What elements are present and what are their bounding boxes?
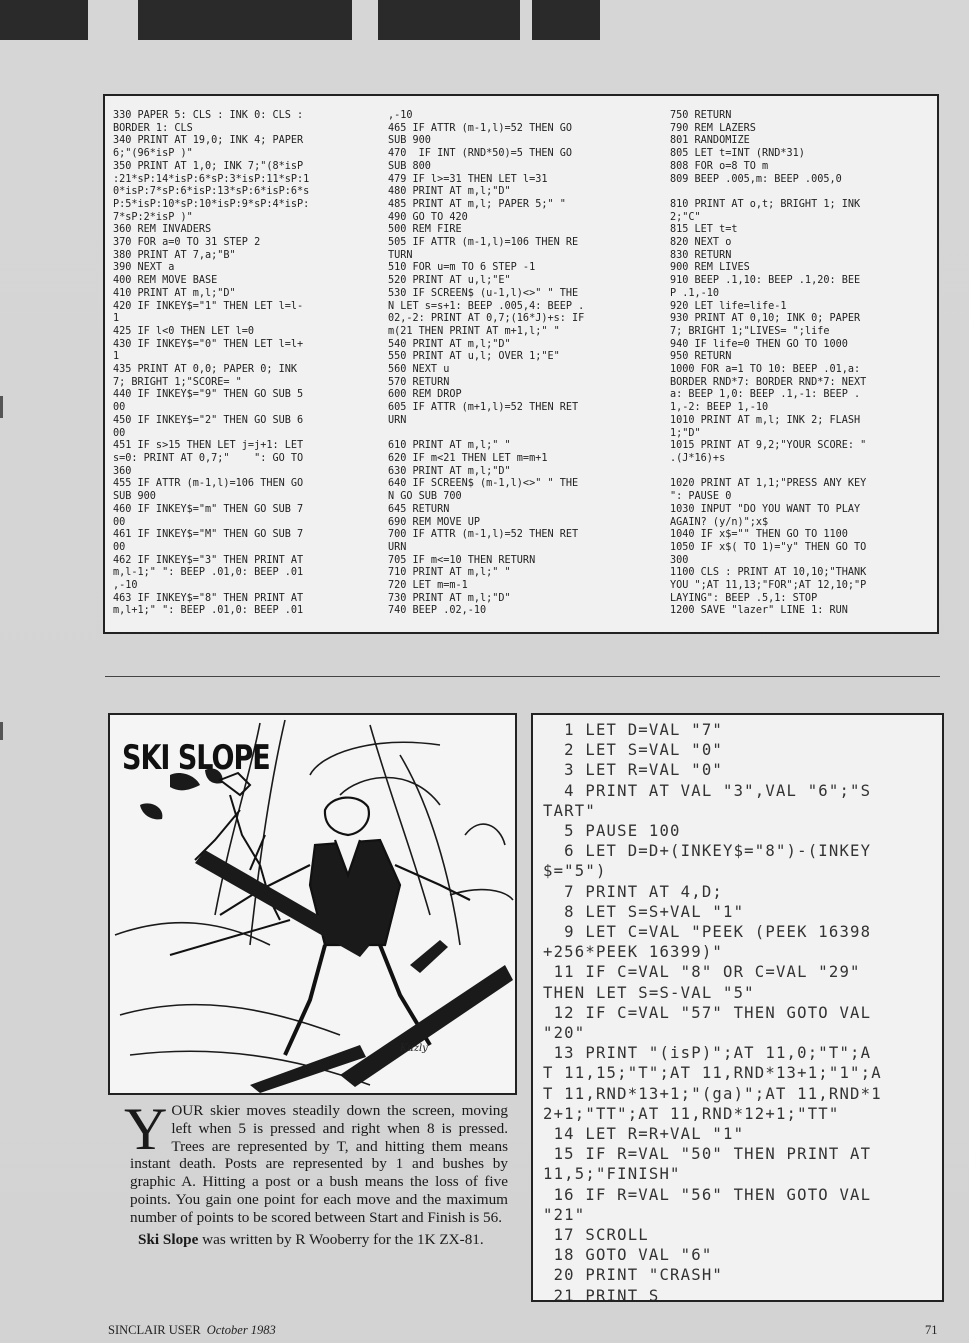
ski-slope-listing-panel — [531, 713, 944, 1302]
code-line: 1020 PRINT AT 1,1;"PRESS ANY KEY — [670, 478, 867, 490]
article-body: OUR skier moves steadily down the screen, moving left when 5 is pressed and right when 8 is pressed. Trees are represented by T, and hitting them means instant death. Posts are represented by 1 and bushes by graphic A. Hitting a post or a bush means the loss of five points. You gain one point for each move and the maximum number of points to be scored between Start and Finish is 56. — [130, 1102, 508, 1226]
code-line: 1;"D" — [670, 427, 701, 439]
code-line: ": PAUSE 0 — [670, 491, 732, 503]
code-line: 801 RANDOMIZE — [670, 135, 750, 147]
code-line: 479 IF l>=31 THEN LET l=31 — [388, 173, 548, 185]
code-line: 910 BEEP .1,10: BEEP .1,20: BEE — [670, 275, 861, 287]
listing-column-1 — [113, 110, 378, 618]
code-line: m,l-1;" ": BEEP .01,0: BEEP .01 — [113, 567, 304, 579]
binding-mark — [0, 722, 3, 740]
code-line: 820 NEXT o — [670, 237, 732, 249]
code-line: 950 RETURN — [670, 351, 732, 363]
code-line: 7; BRIGHT 1;"SCORE= " — [113, 376, 242, 388]
code-line: 645 RETURN — [388, 503, 450, 515]
issue-date: October 1983 — [206, 1323, 276, 1337]
artist-signature: Kuzly — [400, 1043, 428, 1054]
code-line: 630 PRINT AT m,l;"D" — [388, 465, 511, 477]
code-line: 540 PRINT AT m,l;"D" — [388, 338, 511, 350]
code-line: 4 PRINT AT VAL "3",VAL "6";"S — [543, 781, 872, 800]
code-line: 600 REM DROP — [388, 389, 462, 401]
code-line: 505 IF ATTR (m-1,l)=106 THEN RE — [388, 237, 579, 249]
code-line: m,l+1;" ": BEEP .01,0: BEEP .01 — [113, 605, 304, 617]
code-line: 400 REM MOVE BASE — [113, 275, 218, 287]
code-line: 460 IF INKEY$="m" THEN GO SUB 7 — [113, 503, 304, 515]
code-line: 640 IF SCREEN$ (m-1,l)<>" " THE — [388, 478, 579, 490]
listing-column-2 — [388, 110, 656, 618]
code-line: 00 — [113, 402, 126, 414]
code-line: 16 IF R=VAL "56" THEN GOTO VAL — [543, 1185, 872, 1204]
code-line: 14 LET R=R+VAL "1" — [543, 1125, 745, 1144]
code-line: 11,5;"FINISH" — [543, 1165, 681, 1184]
code-line: 1 — [113, 313, 120, 325]
code-line: 9 LET C=VAL "PEEK (PEEK 16398 — [543, 923, 872, 942]
code-line: 740 BEEP .02,-10 — [388, 605, 487, 617]
code-line: 12 IF C=VAL "57" THEN GOTO VAL — [543, 1003, 872, 1022]
code-line: N GO SUB 700 — [388, 491, 462, 503]
magazine-name: SINCLAIR USER — [108, 1323, 201, 1337]
code-line: 455 IF ATTR (m-1,l)=106 THEN GO — [113, 478, 304, 490]
code-line: 830 RETURN — [670, 249, 732, 261]
code-line: SUB 900 — [113, 491, 156, 503]
code-line: 15 IF R=VAL "50" THEN PRINT AT — [543, 1145, 872, 1164]
code-line: +256*PEEK 16399)" — [543, 943, 723, 962]
code-line: 360 REM INVADERS — [113, 224, 212, 236]
code-line: 705 IF m<=10 THEN RETURN — [388, 554, 536, 566]
code-line: 350 PRINT AT 1,0; INK 7;"(8*isP — [113, 160, 304, 172]
illustration-title: SKI SLOPE — [122, 739, 270, 778]
binding-mark — [0, 396, 3, 418]
code-line: 730 PRINT AT m,l;"D" — [388, 592, 511, 604]
code-line: 300 — [670, 554, 689, 566]
code-line: 7*sP:2*isP )" — [113, 211, 193, 223]
code-line: 930 PRINT AT 0,10; INK 0; PAPER — [670, 313, 861, 325]
code-line: 8 LET S=S+VAL "1" — [543, 902, 745, 921]
code-line: 6 LET D=D+(INKEY$="8")-(INKEY — [543, 842, 872, 861]
code-line: 1030 INPUT "DO YOU WANT TO PLAY — [670, 503, 861, 515]
code-line: 485 PRINT AT m,l; PAPER 5;" " — [388, 198, 566, 210]
code-line: 790 REM LAZERS — [670, 122, 756, 134]
code-line: 530 IF SCREEN$ (u-1,l)<>" " THE — [388, 287, 579, 299]
code-line: AGAIN? (y/n)";x$ — [670, 516, 769, 528]
code-line: YOU ";AT 11,13;"FOR";AT 12,10;"P — [670, 580, 867, 592]
code-line: 520 PRINT AT u,l;"E" — [388, 275, 511, 287]
code-line: T 11,15;"T";AT 11,RND*13+1;"1";A — [543, 1064, 882, 1083]
code-line: 900 REM LIVES — [670, 262, 750, 274]
code-line: 3 LET R=VAL "0" — [543, 761, 723, 780]
lazer-listing-panel — [103, 94, 939, 634]
code-line: 461 IF INKEY$="M" THEN GO SUB 7 — [113, 529, 304, 541]
code-line: 620 IF m<21 THEN LET m=m+1 — [388, 452, 548, 464]
code-line: 810 PRINT AT o,t; BRIGHT 1; INK — [670, 198, 861, 210]
article-credit — [130, 1231, 508, 1249]
code-line: 808 FOR o=8 TO m — [670, 160, 769, 172]
code-line: 490 GO TO 420 — [388, 211, 468, 223]
code-line: 430 IF INKEY$="0" THEN LET l=l+ — [113, 338, 304, 350]
code-line: P .1,-10 — [670, 287, 720, 299]
code-line: $="5") — [543, 862, 607, 881]
code-line: 1040 IF x$="" THEN GO TO 1100 — [670, 529, 848, 541]
code-line: LAYING": BEEP .5,1: STOP — [670, 592, 818, 604]
code-line: 1 — [113, 351, 120, 363]
code-line: 440 IF INKEY$="9" THEN GO SUB 5 — [113, 389, 304, 401]
code-line: 330 PAPER 5: CLS : INK 0: CLS : — [113, 110, 304, 121]
code-line: 710 PRINT AT m,l;" " — [388, 567, 511, 579]
code-line: m(21 THEN PRINT AT m+1,l;" " — [388, 325, 560, 337]
code-line: 510 FOR u=m TO 6 STEP -1 — [388, 262, 536, 274]
code-line: 5 PAUSE 100 — [543, 822, 681, 841]
code-line: 570 RETURN — [388, 376, 450, 388]
code-line: "21" — [543, 1205, 586, 1224]
code-line — [388, 428, 656, 441]
code-line: THEN LET S=S-VAL "5" — [543, 983, 755, 1002]
code-line: 1000 FOR a=1 TO 10: BEEP .01,a: — [670, 364, 861, 376]
code-line: 20 PRINT "CRASH" — [543, 1266, 723, 1285]
code-line: 00 — [113, 516, 126, 528]
code-line: 00 — [113, 427, 126, 439]
code-line: BORDER RND*7: BORDER RND*7: NEXT — [670, 376, 867, 388]
code-line: 420 IF INKEY$="1" THEN LET l=l- — [113, 300, 304, 312]
code-line: 410 PRINT AT m,l;"D" — [113, 287, 236, 299]
code-line: 2;"C" — [670, 211, 701, 223]
code-line: 7; BRIGHT 1;"LIVES= ";life — [670, 325, 830, 337]
code-line: 610 PRINT AT m,l;" " — [388, 440, 511, 452]
article-paragraph — [124, 1096, 508, 1227]
code-line: 500 REM FIRE — [388, 224, 462, 236]
code-line: TURN — [388, 249, 413, 261]
code-line: 1200 SAVE "lazer" LINE 1: RUN — [670, 605, 848, 617]
page-number: 71 — [925, 1323, 938, 1337]
code-line: 480 PRINT AT m,l;"D" — [388, 186, 511, 198]
code-line: BORDER 1: CLS — [113, 122, 193, 134]
ski-slope-listing — [543, 720, 882, 1302]
code-line: 13 PRINT "(isP)";AT 11,0;"T";A — [543, 1044, 872, 1063]
code-line: ,-10 — [388, 110, 413, 121]
drop-cap: Y — [124, 1096, 168, 1162]
code-line: 920 LET life=life-1 — [670, 300, 787, 312]
code-line: 560 NEXT u — [388, 364, 450, 376]
code-line: TART" — [543, 801, 596, 820]
article-text — [124, 1096, 508, 1248]
ski-slope-illustration — [108, 713, 517, 1095]
code-line: :21*sP:14*isP:6*sP:3*isP:11*sP:1 — [113, 173, 310, 185]
code-line: 435 PRINT AT 0,0; PAPER 0; INK — [113, 364, 298, 376]
code-line: .(J*16)+s — [670, 452, 726, 464]
code-line: 450 IF INKEY$="2" THEN GO SUB 6 — [113, 414, 304, 426]
code-line: 750 RETURN — [670, 110, 732, 121]
code-line: 1010 PRINT AT m,l; INK 2; FLASH — [670, 414, 861, 426]
code-line: 1,-2: BEEP 1,-10 — [670, 402, 769, 414]
code-line: 809 BEEP .005,m: BEEP .005,0 — [670, 173, 842, 185]
code-line: 1100 CLS : PRINT AT 10,10;"THANK — [670, 567, 867, 579]
code-line: 0*isP:7*sP:6*isP:13*sP:6*isP:6*s — [113, 186, 310, 198]
code-line: URN — [388, 541, 407, 553]
code-line: 451 IF s>15 THEN LET j=j+1: LET — [113, 440, 304, 452]
code-line: 462 IF INKEY$="3" THEN PRINT AT — [113, 554, 304, 566]
code-line: 465 IF ATTR (m-1,l)=52 THEN GO — [388, 122, 573, 134]
code-line: 470 IF INT (RND*50)=5 THEN GO — [388, 148, 573, 160]
code-line: 380 PRINT AT 7,a;"B" — [113, 249, 236, 261]
code-line: 1015 PRINT AT 9,2;"YOUR SCORE: " — [670, 440, 867, 452]
code-line: 690 REM MOVE UP — [388, 516, 481, 528]
credit-title: Ski Slope — [138, 1230, 199, 1248]
code-line: 940 IF life=0 THEN GO TO 1000 — [670, 338, 848, 350]
code-line: 6;"(96*isP )" — [113, 148, 193, 160]
page-footer — [108, 1323, 276, 1338]
code-line: 00 — [113, 541, 126, 553]
code-line: ,-10 — [113, 580, 138, 592]
code-line: 18 GOTO VAL "6" — [543, 1246, 713, 1265]
code-line: 805 LET t=INT (RND*31) — [670, 148, 805, 160]
code-line: 700 IF ATTR (m-1,l)=52 THEN RET — [388, 529, 579, 541]
code-line — [670, 186, 932, 199]
code-line: 1050 IF x$( TO 1)="y" THEN GO TO — [670, 541, 867, 553]
code-line: 550 PRINT AT u,l; OVER 1;"E" — [388, 351, 560, 363]
credit-text: was written by R Wooberry for the 1K ZX-81. — [198, 1230, 484, 1248]
code-line: T 11,RND*13+1;"(ga)";AT 11,RND*1 — [543, 1084, 882, 1103]
code-line: 1 LET D=VAL "7" — [543, 721, 723, 739]
code-line: 360 — [113, 465, 132, 477]
section-divider — [105, 676, 940, 677]
code-line: 7 PRINT AT 4,D; — [543, 882, 723, 901]
code-line: 720 LET m=m-1 — [388, 580, 468, 592]
code-line: URN — [388, 414, 407, 426]
code-line: 02,-2: PRINT AT 0,7;(16*J)+s: IF — [388, 313, 585, 325]
previous-page-edge — [0, 0, 969, 40]
code-line: 2+1;"TT";AT 11,RND*12+1;"TT" — [543, 1104, 840, 1123]
code-line: N LET s=s+1: BEEP .005,4: BEEP . — [388, 300, 585, 312]
code-line: 2 LET S=VAL "0" — [543, 741, 723, 760]
code-line: 463 IF INKEY$="8" THEN PRINT AT — [113, 592, 304, 604]
code-line: 425 IF l<0 THEN LET l=0 — [113, 325, 255, 337]
code-line: SUB 800 — [388, 160, 431, 172]
code-line: "20" — [543, 1024, 586, 1043]
code-line — [670, 466, 932, 479]
code-line: a: BEEP 1,0: BEEP .1,-1: BEEP . — [670, 389, 861, 401]
code-line: 390 NEXT a — [113, 262, 175, 274]
code-line: P:5*isP:10*sP:10*isP:9*sP:4*isP: — [113, 198, 310, 210]
code-line: 17 SCROLL — [543, 1226, 649, 1245]
code-line: 605 IF ATTR (m+1,l)=52 THEN RET — [388, 402, 579, 414]
code-line: 370 FOR a=0 TO 31 STEP 2 — [113, 237, 261, 249]
code-line: s=0: PRINT AT 0,7;" ": GO TO — [113, 452, 304, 464]
code-line: 11 IF C=VAL "8" OR C=VAL "29" — [543, 963, 861, 982]
code-line: SUB 900 — [388, 135, 431, 147]
code-line: 815 LET t=t — [670, 224, 738, 236]
code-line: 21 PRINT S — [543, 1286, 660, 1302]
listing-column-3 — [670, 110, 932, 618]
code-line: 340 PRINT AT 19,0; INK 4; PAPER — [113, 135, 304, 147]
